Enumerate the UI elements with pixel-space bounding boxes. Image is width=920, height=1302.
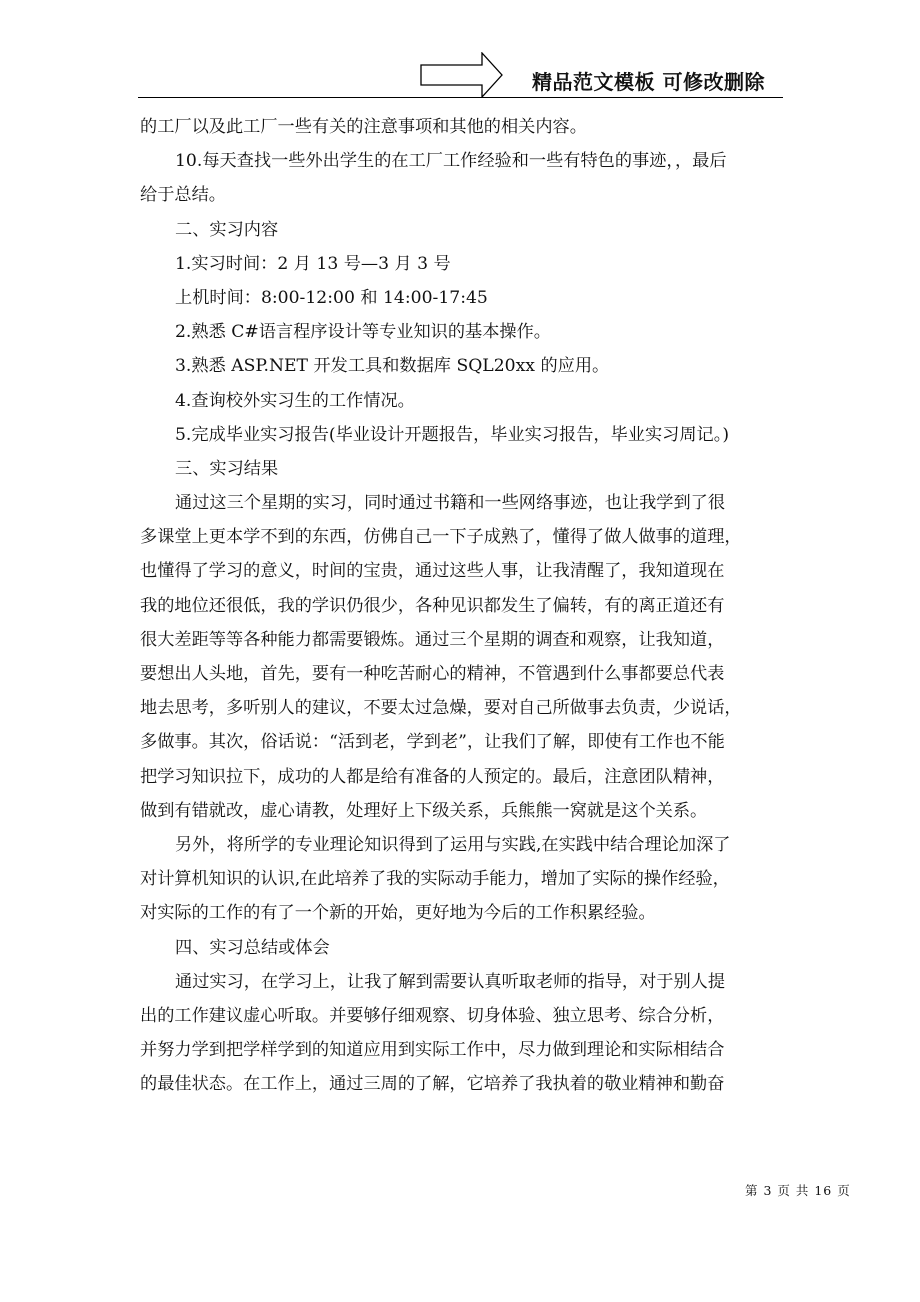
paragraph-line: 做到有错就改，虚心请教，处理好上下级关系，兵熊熊一窝就是这个关系。 <box>140 800 708 821</box>
text-line: 的工厂以及此工厂一些有关的注意事项和其他的相关内容。 <box>140 117 587 137</box>
paragraph-line: 多课堂上更本学不到的东西，仿佛自己一下子成熟了，懂得了做人做事的道理， <box>140 527 742 548</box>
document-body <box>140 110 780 1101</box>
header-title: 精品范文模板 可修改删除 <box>532 70 765 94</box>
paragraph-line: 很大差距等等各种能力都需要锻炼。通过三个星期的调查和观察，让我知道， <box>140 629 725 650</box>
arrow-right-icon <box>420 52 504 98</box>
list-item: 3.熟悉 ASP.NET 开发工具和数据库 SQL20xx 的应用。 <box>175 356 610 377</box>
paragraph-line: 对计算机知识的认识,在此培养了我的实际动手能力，增加了实际的操作经验， <box>140 869 730 890</box>
paragraph-line: 地去思考，多听别人的建议，不要太过急燥，要对自己所做事去负责，少说话， <box>140 698 742 719</box>
section-heading: 二、实习内容 <box>175 219 279 240</box>
paragraph-line: 把学习知识拉下，成功的人都是给有准备的人预定的。最后，注意团队精神， <box>140 766 725 787</box>
paragraph-line: 并努力学到把学样学到的知道应用到实际工作中，尽力做到理论和实际相结合 <box>140 1040 725 1061</box>
page-number: 第 3 页 共 16 页 <box>745 1183 851 1198</box>
list-item: 10.每天查找一些外出学生的在工厂工作经验和一些有特色的事迹，，最后 <box>175 151 727 172</box>
list-item: 1.实习时间：2 月 13 号—3 月 3 号 <box>175 253 451 274</box>
list-item: 2.熟悉 C#语言程序设计等专业知识的基本操作。 <box>175 322 551 343</box>
section-heading: 三、实习结果 <box>175 458 279 479</box>
text-line: 上机时间：8:00-12:00 和 14:00-17:45 <box>175 287 488 308</box>
paragraph-line: 对实际的工作的有了一个新的开始，更好地为今后的工作积累经验。 <box>140 903 656 924</box>
paragraph-line: 通过这三个星期的实习，同时通过书籍和一些网络事迹，也让我学到了很 <box>175 493 726 514</box>
paragraph-line: 出的工作建议虚心听取。并要够仔细观察、切身体验、独立思考、综合分析， <box>140 1005 725 1026</box>
paragraph-line: 多做事。其次，俗话说：“活到老，学到老”，让我们了解，即使有工作也不能 <box>140 732 725 753</box>
list-item: 5.完成毕业实习报告(毕业设计开题报告，毕业实习报告，毕业实习周记。) <box>175 424 730 445</box>
page-header <box>0 0 920 100</box>
paragraph-line: 另外，将所学的专业理论知识得到了运用与实践,在实践中结合理论加深了 <box>175 834 731 855</box>
paragraph-line: 我的地位还很低，我的学识仍很少，各种见识都发生了偏转，有的离正道还有 <box>140 595 725 616</box>
paragraph-line: 也懂得了学习的意义，时间的宝贵，通过这些人事，让我清醒了，我知道现在 <box>140 561 725 582</box>
section-heading: 四、实习总结或体会 <box>175 937 330 958</box>
paragraph-line: 的最佳状态。在工作上，通过三周的了解，它培养了我执着的敬业精神和勤奋 <box>140 1074 725 1095</box>
text-line: 给于总结。 <box>140 185 226 206</box>
paragraph-line: 要想出人头地，首先，要有一种吃苦耐心的精神，不管遇到什么事都要总代表 <box>140 664 725 684</box>
paragraph-line: 通过实习，在学习上，让我了解到需要认真听取老师的指导，对于别人提 <box>175 971 726 992</box>
header-divider <box>138 97 783 98</box>
list-item: 4.查询校外实习生的工作情况。 <box>175 390 415 411</box>
